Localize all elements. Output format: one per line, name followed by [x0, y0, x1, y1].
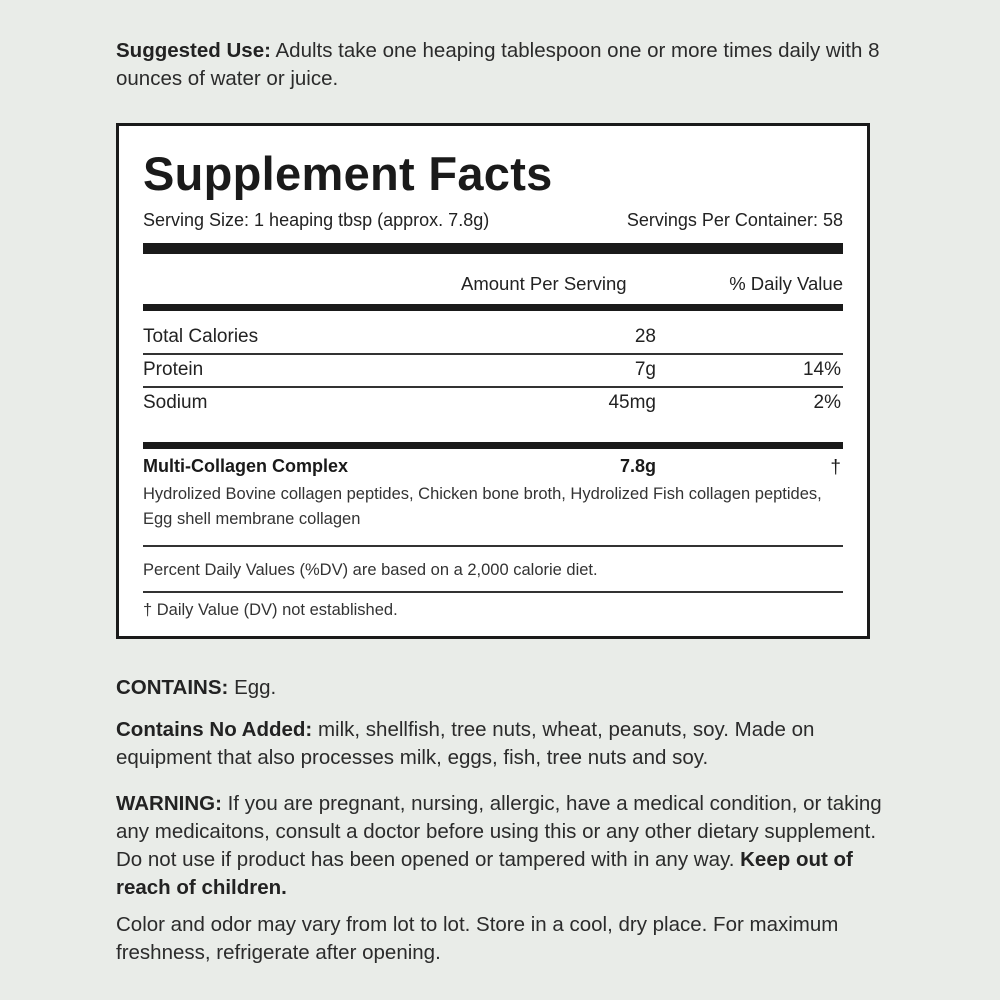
footnote-dagger: † Daily Value (DV) not established. — [143, 601, 398, 619]
complex-dv-dagger: † — [830, 457, 841, 478]
divider-thin — [143, 591, 843, 593]
contains-text: Egg. — [234, 676, 277, 699]
nutrient-name: Sodium — [143, 392, 208, 413]
suggested-use-text: Adults take one heaping tablespoon one or more times daily with 8 ounces of water or juice. — [116, 39, 880, 90]
warning-emphasis: Keep out of reach of children. — [116, 848, 853, 899]
nutrient-amount: 7g — [634, 359, 656, 380]
no-added-text: milk, shellfish, tree nuts, wheat, peanuts, soy. Made on equipment that also processes milk, eggs, fish, tree nuts and soy. — [116, 718, 815, 769]
warning-label: WARNING: — [116, 792, 222, 815]
servings-per-container: Servings Per Container: 58 — [626, 210, 843, 230]
storage-statement: Color and odor may vary from lot to lot. Store in a cool, dry place. For maximum freshness, refrigerate after opening. — [116, 913, 839, 964]
complex-ingredients: Hydrolized Bovine collagen peptides, Chicken bone broth, Hydrolized Fish collagen peptides, Egg shell membrane collagen — [143, 485, 822, 528]
contains-label: CONTAINS: — [116, 676, 229, 699]
nutrient-row — [143, 387, 843, 419]
supplement-facts-panel — [116, 123, 870, 639]
nutrient-row — [143, 321, 843, 353]
nutrient-amount: 28 — [634, 326, 656, 347]
header-amount-per-serving: Amount Per Serving — [461, 273, 627, 294]
header-daily-value: % Daily Value — [729, 273, 843, 294]
nutrient-name: Total Calories — [143, 326, 259, 347]
divider-thin — [143, 545, 843, 547]
contains-statement — [116, 674, 896, 702]
suggested-use — [116, 37, 896, 93]
complex-amount: 7.8g — [619, 456, 656, 476]
no-added-label: Contains No Added: — [116, 718, 313, 741]
serving-info — [143, 210, 843, 231]
nutrient-name: Protein — [143, 359, 204, 380]
suggested-use-label: Suggested Use: — [116, 39, 271, 62]
divider-thick — [143, 243, 843, 254]
facts-title: Supplement Facts — [143, 147, 553, 200]
warning-statement — [116, 790, 896, 902]
nutrient-dv: 2% — [813, 392, 841, 413]
divider-medium — [143, 442, 843, 449]
nutrient-dv: 14% — [802, 359, 841, 380]
nutrient-row — [143, 354, 843, 386]
serving-size: Serving Size: 1 heaping tbsp (approx. 7.8g) — [143, 210, 490, 230]
footnote-daily-values: Percent Daily Values (%DV) are based on a 2,000 calorie diet. — [143, 561, 598, 579]
complex-name: Multi-Collagen Complex — [143, 456, 349, 476]
warning-text: If you are pregnant, nursing, allergic, have a medical condition, or taking any medicaitons, consult a doctor before using this or any other dietary supplement. Do not use if product has been opened or tampered with in any way. — [116, 792, 882, 871]
nutrient-amount: 45mg — [608, 392, 656, 413]
divider-medium — [143, 304, 843, 311]
no-added-statement — [116, 716, 896, 772]
